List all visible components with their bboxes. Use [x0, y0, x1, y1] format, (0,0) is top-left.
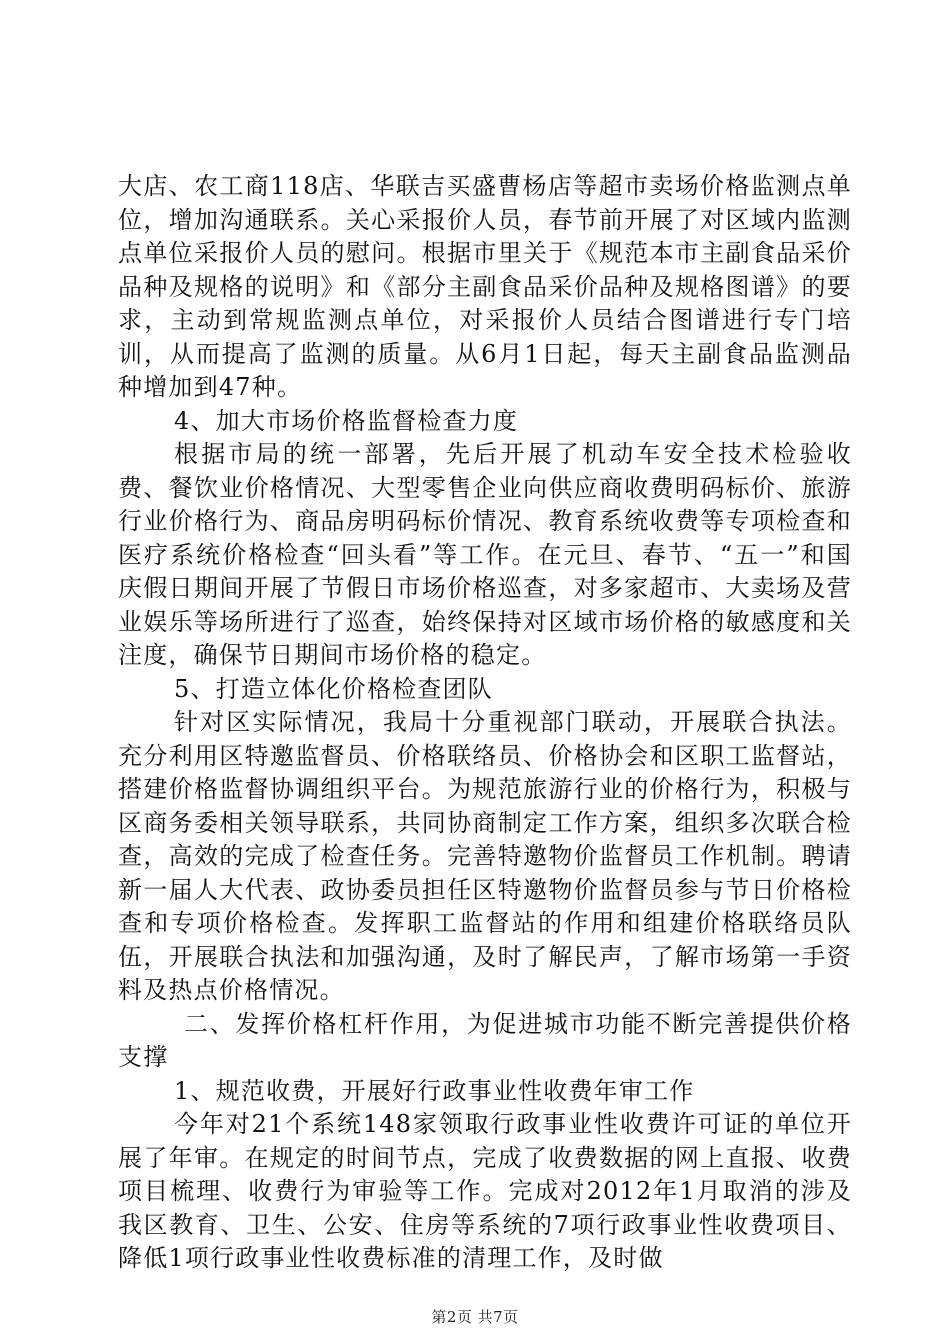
paragraph-price-inspection: 根据市局的统一部署，先后开展了机动车安全技术检验收费、餐饮业价格情况、大型零售企业向供应商收费明码标价、旅游行业价格行为、商品房明码标价情况、教育系统收费等专项检查和医疗系统价格检查“回头看”等工作。在元旦、春节、“五一”和国庆假日期间开展了节假日市场价格巡查，对多家超市、大卖场及营业娱乐等场所进行了巡查，始终保持对区域市场价格的敏感度和关注度，确保节日期间市场价格的稳定。 [118, 440, 852, 669]
page-number: 第2页 [431, 1308, 473, 1326]
paragraph-fee-review: 今年对21个系统148家领取行政事业性收费许可证的单位开展了年审。在规定的时间节点，完成了收费数据的网上直报、收费项目梳理、收费行为审验等工作。完成对2012年1月取消的涉及我区教育、卫生、公安、住房等系统的7项行政事业性收费项目、降低1项行政事业性收费标准的清理工作，及时做 [118, 1110, 852, 1272]
heading-price-inspection: 4、加大市场价格监督检查力度 [174, 406, 519, 435]
section-heading-price-leverage: 二、发挥价格杠杆作用，为促进城市功能不断完善提供价格支撑 [118, 1009, 852, 1071]
page-footer [0, 1306, 950, 1327]
heading-fee-review: 1、规范收费，开展好行政事业性收费年审工作 [174, 1076, 695, 1105]
page-total: 共7页 [477, 1308, 519, 1326]
paragraph-inspection-team: 针对区实际情况，我局十分重视部门联动，开展联合执法。充分利用区特邀监督员、价格联络员、价格协会和区职工监督站，搭建价格监督协调组织平台。为规范旅游行业的价格行为，积极与区商务委相关领导联系，共同协商制定工作方案，组织多次联合检查，高效的完成了检查任务。完善特邀物价监督员工作机制。聘请新一届人大代表、政协委员担任区特邀物价监督员参与节日价格检查和专项价格检查。发挥职工监督站的作用和组建价格联络员队伍，开展联合执法和加强沟通，及时了解民声，了解市场第一手资料及热点价格情况。 [118, 708, 852, 1004]
document-body [118, 170, 852, 1276]
heading-inspection-team: 5、打造立体化价格检查团队 [174, 674, 493, 703]
paragraph-monitoring-points: 大店、农工商118店、华联吉买盛曹杨店等超市卖场价格监测点单位，增加沟通联系。关心采报价人员，春节前开展了对区域内监测点单位采报价人员的慰问。根据市里关于《规范本市主副食品采价品种及规格的说明》和《部分主副食品采价品种及规格图谱》的要求，主动到常规监测点单位，对采报价人员结合图谱进行专门培训，从而提高了监测的质量。从6月1日起，每天主副食品监测品种增加到47种。 [118, 172, 852, 401]
